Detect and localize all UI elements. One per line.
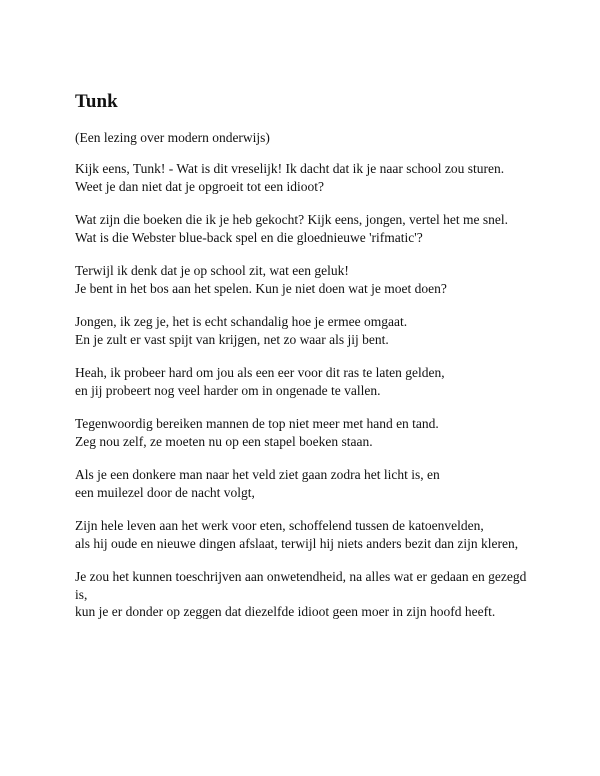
stanza-line: Kijk eens, Tunk! - Wat is dit vreselijk! Ik dacht dat ik je naar school zou sturen. bbox=[75, 161, 505, 176]
stanza-9 bbox=[75, 568, 535, 621]
stanza-line: Wat is die Webster blue-back spel en die gloednieuwe 'rifmatic'? bbox=[75, 229, 423, 245]
stanza-line: Heah, ik probeer hard om jou als een eer voor dit ras te laten gelden, bbox=[75, 365, 445, 380]
stanza-line: Wat zijn die boeken die ik je heb gekocht? Kijk eens, jongen, vertel het me snel. bbox=[75, 212, 509, 227]
stanza-line: Terwijl ik denk dat je op school zit, wat een geluk! bbox=[75, 263, 349, 278]
stanza-line: Je zou het kunnen toeschrijven aan onwetendheid, na alles wat er gedaan en gezegd is, bbox=[75, 569, 527, 602]
stanza-line: Als je een donkere man naar het veld ziet gaan zodra het licht is, en bbox=[75, 467, 440, 482]
stanza-line: Je bent in het bos aan het spelen. Kun je niet doen wat je moet doen? bbox=[75, 280, 447, 296]
stanza-line: En je zult er vast spijt van krijgen, net zo waar als jij bent. bbox=[75, 331, 389, 347]
stanza-line: kun je er donder op zeggen dat diezelfde idioot geen moer in zijn hoofd heeft. bbox=[75, 604, 496, 619]
stanza-1 bbox=[75, 160, 535, 195]
stanza-7 bbox=[75, 466, 535, 501]
stanza-line: Weet je dan niet dat je opgroeit tot een idioot? bbox=[75, 178, 324, 194]
stanza-2 bbox=[75, 211, 535, 246]
stanza-8 bbox=[75, 517, 535, 552]
stanza-line: en jij probeert nog veel harder om in ongenade te vallen. bbox=[75, 382, 381, 398]
stanza-line: Jongen, ik zeg je, het is echt schandalig hoe je ermee omgaat. bbox=[75, 314, 408, 329]
stanza-line: Zeg nou zelf, ze moeten nu op een stapel boeken staan. bbox=[75, 433, 373, 449]
stanza-3 bbox=[75, 262, 535, 297]
document-page bbox=[75, 90, 535, 637]
subtitle: (Een lezing over modern onderwijs) bbox=[75, 130, 270, 145]
stanza-5 bbox=[75, 364, 535, 399]
stanza-line: Zijn hele leven aan het werk voor eten, schoffelend tussen de katoenvelden, bbox=[75, 518, 484, 533]
stanza-6 bbox=[75, 415, 535, 450]
stanza-line: als hij oude en nieuwe dingen afslaat, terwijl hij niets anders bezit dan zijn kleren, bbox=[75, 535, 519, 551]
stanza-4 bbox=[75, 313, 535, 348]
stanza-line: een muilezel door de nacht volgt, bbox=[75, 484, 255, 500]
stanza-line: Tegenwoordig bereiken mannen de top niet meer met hand en tand. bbox=[75, 416, 439, 431]
page-title: Tunk bbox=[75, 91, 118, 112]
